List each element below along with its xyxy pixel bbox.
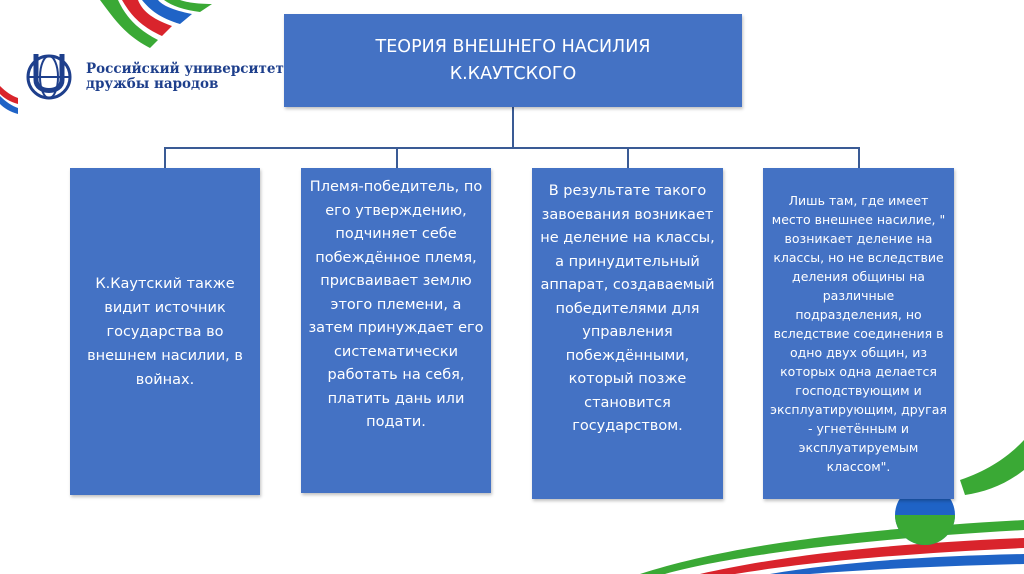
card-4-text: Лишь там, где имеет место внешнее насилие, " возникает деление на классы, но не вследствие деления общины на различные подразделения, но вследствие соединения в одно двух общин, из которых одна делается господствующим и эксплуатирующим, другая - угнетённым и эксплуатируемым классом".	[770, 193, 947, 474]
university-logo	[22, 50, 284, 104]
title-box	[284, 14, 742, 107]
connector-drop-2	[396, 147, 398, 168]
connector-drop-1	[164, 147, 166, 168]
card-2	[301, 168, 491, 493]
connector-drop-4	[858, 147, 860, 168]
card-1	[70, 168, 260, 495]
title-line-2: К.КАУТСКОГО	[449, 63, 577, 84]
card-2-text: Племя-победитель, по его утверждению, подчиняет себе побеждённое племя, присваивает землю этого племени, а затем принуждает его систематически работать на себя, платить дань или подати.	[308, 179, 484, 430]
card-1-text: К.Каутский также видит источник государства во внешнем насилии, в войнах.	[87, 275, 243, 388]
connector-trunk	[512, 107, 514, 148]
card-4	[763, 168, 954, 499]
connector-drop-3	[627, 147, 629, 168]
title-line-1: ТЕОРИЯ ВНЕШНЕГО НАСИЛИЯ	[375, 36, 651, 57]
connector-bar	[164, 147, 860, 149]
card-3	[532, 168, 723, 499]
globe-emblem-icon	[22, 50, 76, 104]
card-3-text: В результате такого завоевания возникает не деление на классы, а принудительный аппарат, создаваемый победителями для управления побеждёнными, который позже становится государством.	[540, 183, 715, 434]
logo-line-2: дружбы народов	[86, 76, 219, 92]
logo-line-1: Российский университет	[86, 61, 284, 77]
